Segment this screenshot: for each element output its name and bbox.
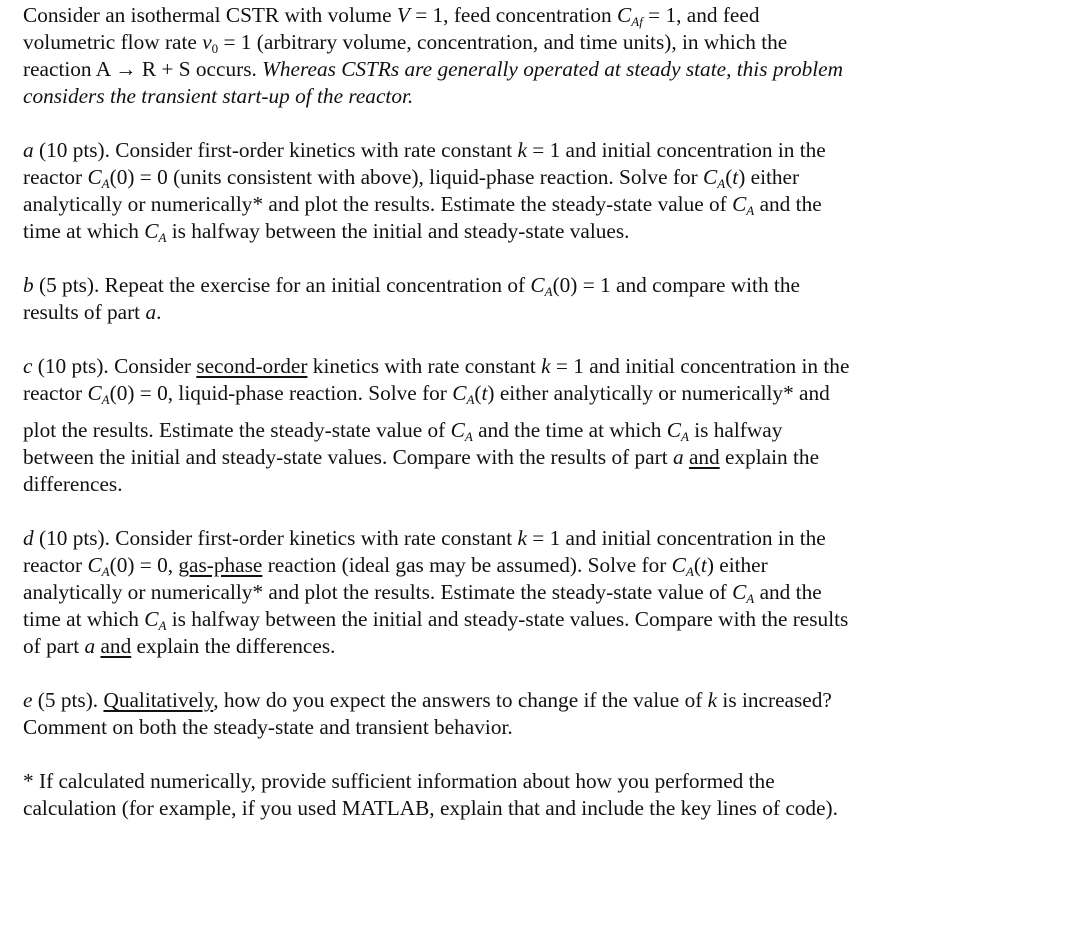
part-c: c (10 pts). Consider second-order kinetics with rate constant k = 1 and initial concentration in the reactor $C_A(0) = 0$, liquid-phase reaction. Solve for $C_A(t)$ either analytically or numerically* and plot the results. Estimate the steady-state value of $C_A$ and the time at which $C_A$ is halfway between the initial and steady-state values. Compare with the results of part a and explain the differences. bbox=[23, 354, 850, 496]
intro-line-4: considers the transient start-up of the reactor. bbox=[23, 84, 414, 108]
intro-paragraph bbox=[23, 2, 1083, 110]
problem-statement bbox=[23, 2, 1083, 822]
part-a: a (10 pts). Consider first-order kinetics with rate constant k = 1 and initial concentration in the reactor $C_A(0) = 0$ (units consistent with above), liquid-phase reaction. Solve for $C_A(t)$ either analytically or numerically* and plot the results. Estimate the steady-state value of $C_A$ and the time at which $C_A$ is halfway between the initial and steady-state values. bbox=[23, 138, 826, 245]
part-d: d (10 pts). Consider first-order kinetics with rate constant k = 1 and initial concentration in the reactor $C_A(0) = 0$, gas-phase reaction (ideal gas may be assumed). Solve for $C_A(t)$ either analytically or numerically* and plot the results. Estimate the steady-state value of $C_A$ and the time at which $C_A$ is halfway between the initial and steady-state values. Compare with the results of part a and explain the differences. bbox=[23, 526, 849, 658]
intro-line-3: reaction A → R + S occurs. Whereas CSTRs are generally operated at steady state, this problem bbox=[23, 57, 844, 81]
part-b: b (5 pts). Repeat the exercise for an initial concentration of $C_A(0) = 1$ and compare with the results of part a. bbox=[23, 273, 800, 324]
footnote: * If calculated numerically, provide sufficient information about how you performed the calculation (for example, if you used MATLAB, explain that and include the key lines of code). bbox=[23, 769, 838, 820]
intro-line-2: volumetric flow rate $v_0 = 1$ (arbitrary volume, concentration, and time units), in which the bbox=[23, 30, 788, 56]
intro-line-1: Consider an isothermal CSTR with volume V = 1, feed concentration $C_{Af} = 1$, and feed bbox=[23, 3, 760, 29]
part-e: e (5 pts). Qualitatively, how do you expect the answers to change if the value of k is increased? Comment on both the steady-state and transient behavior. bbox=[23, 688, 832, 739]
